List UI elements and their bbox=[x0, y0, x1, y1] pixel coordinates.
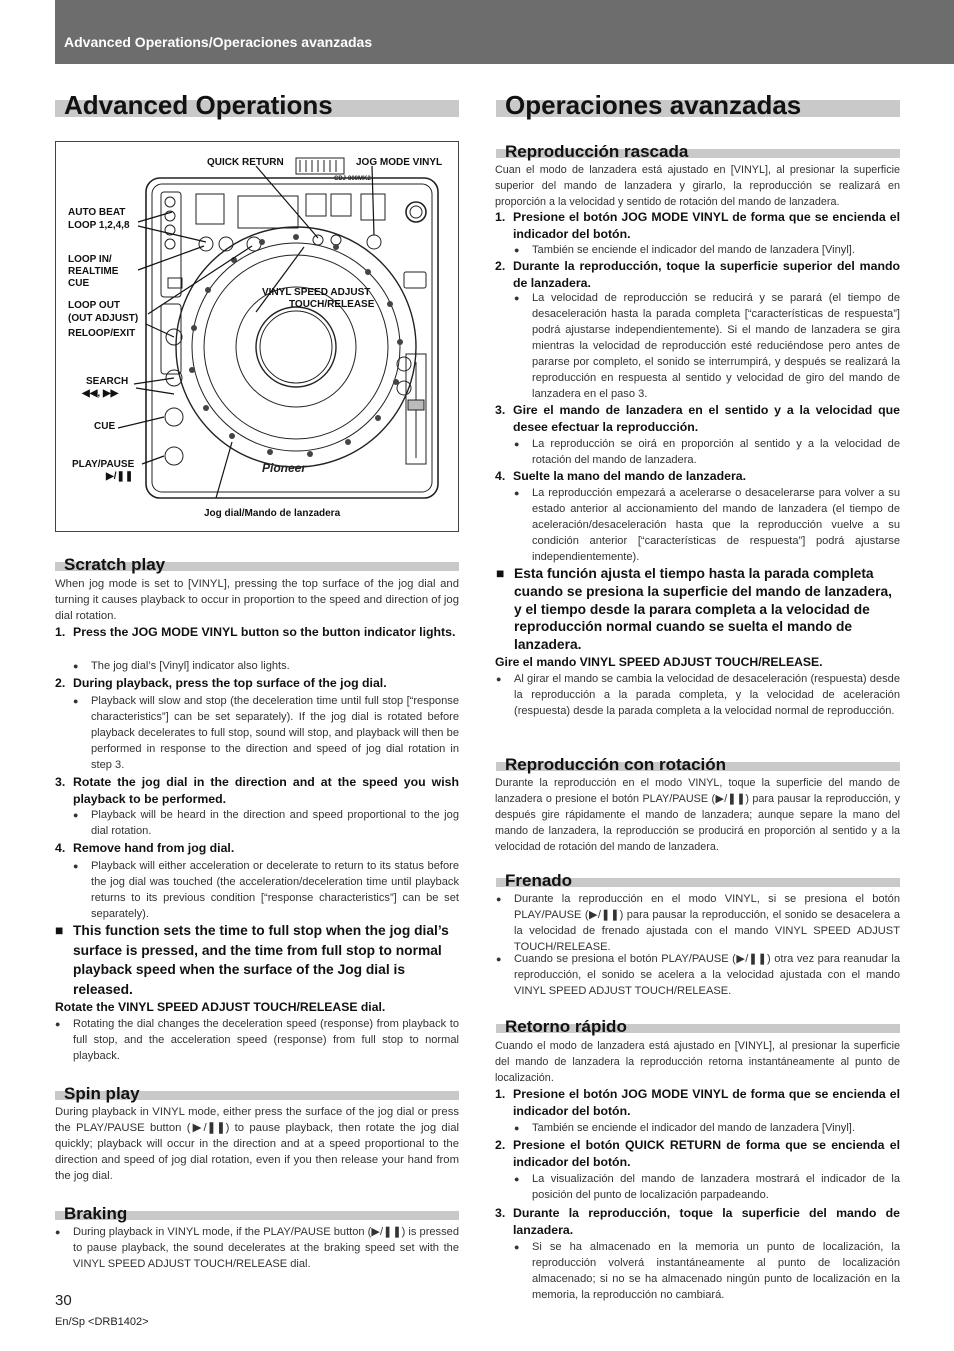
spin-text: During playback in VINYL mode, either press the surface of the jog dial or press the PLAY/PAUSE button (▶/❚❚) to pause playback, then rotate the jog dial quickly; playback will occur in the direction and at a speed proportional to the direction and speed of jog dial rotation, even if you then release your hand from the jog dial. bbox=[55, 1106, 459, 1182]
square-bullet-icon: ■ bbox=[496, 566, 505, 581]
step-number: 2. bbox=[495, 1138, 506, 1152]
step-text: During playback, press the top surface of the jog dial. bbox=[73, 676, 387, 690]
step-number: 4. bbox=[495, 469, 506, 483]
scratch-bullet-5: ● Rotating the dial changes the deceleration speed (response) from playback to full stop, and the acceleration speed (response) from full stop to normal playback. bbox=[73, 1016, 459, 1064]
retorno-step-3 bbox=[495, 1205, 900, 1239]
label-auto-beat: AUTO BEAT bbox=[68, 207, 126, 218]
rascada-step-2 bbox=[495, 258, 900, 292]
rascada-intro: Cuan el modo de lanzadera está ajustado en [VINYL], al presionar la superficie superior del mando de lanzadera y girarlo, la reproducción se realizará en proporción a la velocidad y sentido de rotación del mando de lanzadera. bbox=[495, 164, 900, 208]
frenado-bullet-2: ● Cuando se presiona el botón PLAY/PAUSE (▶/❚❚) otra vez para reanudar la reproducción, el sonido se acelera a la velocidad ajustada con el mando VINYL SPEED ADJUST TOUCH/RELEASE. bbox=[514, 951, 900, 999]
braking-heading-text: Braking bbox=[64, 1204, 128, 1223]
step-number: 1. bbox=[55, 625, 66, 639]
step-text: Presione el botón JOG MODE VINYL de forma que se encienda el indicador del botón. bbox=[513, 210, 900, 241]
rascada-step-3 bbox=[495, 402, 900, 436]
scratch-heading bbox=[55, 555, 459, 574]
rotacion-heading bbox=[496, 755, 900, 774]
label-play-pause: PLAY/PAUSE bbox=[72, 459, 135, 470]
step-text: Durante la reproducción, toque la superficie del mando de lanzadera. bbox=[513, 1206, 900, 1237]
scratch-step-2 bbox=[55, 675, 459, 692]
label-search: SEARCH bbox=[86, 376, 129, 387]
label-jog-dial: Jog dial/Mando de lanzadera bbox=[204, 508, 341, 519]
scratch-box-note bbox=[55, 921, 459, 999]
step-number: 3. bbox=[495, 1206, 506, 1220]
label-vinyl-speed: VINYL SPEED ADJUST bbox=[262, 287, 371, 298]
step-number: 1. bbox=[495, 210, 506, 224]
scratch-bullet-2: ● Playback will slow and stop (the deceleration time until full stop [“response characteristics”] can be set separately). If the jog dial is rotated before playback decelerates to full stop, sound will stop, and playback will then be performed in response to the direction and speed of jog dial rotation in step 3. bbox=[91, 693, 459, 773]
square-bullet-icon: ■ bbox=[55, 923, 64, 938]
scratch-step-3 bbox=[55, 774, 459, 808]
label-cue-1: CUE bbox=[68, 278, 90, 289]
rascada-bullet-3: ● La reproducción se oirá en proporción al sentido y a la velocidad de rotación del mando de lanzadera. bbox=[532, 436, 900, 468]
braking-bullet: ● During playback in VINYL mode, if the PLAY/PAUSE button (▶/❚❚) is pressed to pause playback, the sound decelerates at the braking speed set with the VINYL SPEED ADJUST TOUCH/RELEASE dial. bbox=[73, 1224, 459, 1272]
label-jog-mode-vinyl: JOG MODE VINYL bbox=[356, 157, 443, 168]
label-touch-release: TOUCH/RELEASE bbox=[289, 299, 375, 310]
step-text: Remove hand from jog dial. bbox=[73, 841, 235, 855]
rascada-heading bbox=[496, 142, 900, 161]
rascada-bullet-2: ● La velocidad de reproducción se reducirá y se parará (el tiempo de desaceleración hasta la parada completa [“características de respuesta”] podrá ajustarse independientemente). Si el mando de lanzadera se gira mientras la velocidad de reproducción esté reduciéndose pero antes de pararse por completo, el sonido se interrumpirá, y después se realizará la reproducción en respuesta al sentido y velocidad de giro del mando de lanzadera en el paso 3. bbox=[532, 290, 900, 402]
spin-heading-text: Spin play bbox=[64, 1084, 140, 1103]
retorno-heading bbox=[496, 1017, 900, 1036]
step-text: Presione el botón JOG MODE VINYL de forma que se encienda el indicador del botón. bbox=[513, 1087, 900, 1118]
rascada-subheading: Gire el mando VINYL SPEED ADJUST TOUCH/RELEASE. bbox=[495, 655, 823, 669]
rascada-step-1 bbox=[495, 209, 900, 243]
step-text: Rotate the jog dial in the direction and at the speed you wish playback to be performed. bbox=[73, 775, 459, 806]
document-code: En/Sp <DRB1402> bbox=[55, 1316, 149, 1328]
scratch-bullet-4: ● Playback will either acceleration or decelerate to return to its status before the jog dial was touched (the acceleration/deceleration time until playback returns to its previous condition [“response characteristics”] can be set separately). bbox=[91, 858, 459, 922]
label-loop-out: LOOP OUT bbox=[68, 300, 121, 311]
model-logo: CDJ-800MK2 bbox=[334, 176, 371, 182]
label-realtime: REALTIME bbox=[68, 266, 119, 277]
step-text: Press the JOG MODE VINYL button so the button indicator lights. bbox=[73, 625, 456, 639]
step-text: Presione el botón QUICK RETURN de forma que se encienda el indicador del botón. bbox=[513, 1138, 900, 1169]
page-header bbox=[55, 0, 954, 64]
scratch-subheading: Rotate the VINYL SPEED ADJUST TOUCH/RELEASE dial. bbox=[55, 1000, 386, 1014]
step-number: 4. bbox=[55, 841, 66, 855]
scratch-step-4 bbox=[55, 840, 459, 857]
step-number: 1. bbox=[495, 1087, 506, 1101]
scratch-intro: When jog mode is set to [VINYL], pressing the top surface of the jog dial and turning it causes playback to occur in proportion to the speed and direction of jog dial rotation. bbox=[55, 578, 459, 622]
retorno-step-1 bbox=[495, 1086, 900, 1120]
label-play-symbol: ▶/❚❚ bbox=[106, 471, 134, 482]
label-quick-return: QUICK RETURN bbox=[207, 157, 284, 168]
rascada-bullet-4: ● La reproducción empezará a acelerarse o desacelerarse para volver a su estado anterior al accionamiento del mando de lanzadera (el tiempo de aceleración/desaceleración hasta que la reproducción vuelve a su condición anterior [“características de respuesta”] podrá ajustarse independientemente). bbox=[532, 485, 900, 565]
rascada-bullet-5: ● Al girar el mando se cambia la velocidad de desaceleración (respuesta) desde la reproducción a la parada completa, y la velocidad de aceleración (respuesta) desde la parada completa a la velocidad normal de reproducción. bbox=[514, 671, 900, 719]
header-text: Advanced Operations/Operaciones avanzadas bbox=[64, 34, 373, 50]
frenado-heading bbox=[496, 871, 900, 890]
step-text: Durante la reproducción, toque la superficie superior del mando de lanzadera. bbox=[513, 259, 900, 290]
scratch-bullet-1: ● The jog dial’s [Vinyl] indicator also lights. bbox=[91, 658, 459, 674]
step-number: 3. bbox=[495, 403, 506, 417]
frenado-bullet-1: ● Durante la reproducción en el modo VINYL, si se presiona el botón PLAY/PAUSE (▶/❚❚) para pausar la reproducción, el sonido se desacelera a la velocidad de frenado ajustada con el mando VINYL SPEED ADJUST TOUCH/RELEASE. bbox=[514, 891, 900, 955]
box-note-text: This function sets the time to full stop when the jog dial’s surface is pressed, and the time from full stop to normal playback speed when the surface of the Jog dial is released. bbox=[73, 923, 449, 997]
rascada-heading-text: Reproducción rascada bbox=[505, 142, 689, 161]
label-search-arrows: ◀◀, ▶▶ bbox=[82, 388, 119, 399]
right-title-text: Operaciones avanzadas bbox=[505, 90, 802, 120]
step-text: Gire el mando de lanzadera en el sentido y a la velocidad que desee efectuar la reproducción. bbox=[513, 403, 900, 434]
rotacion-heading-text: Reproducción con rotación bbox=[505, 755, 727, 774]
scratch-bullet-3: ● Playback will be heard in the direction and speed proportional to the jog dial rotation. bbox=[91, 807, 459, 839]
braking-heading bbox=[55, 1204, 459, 1223]
label-reloop: RELOOP/EXIT bbox=[68, 328, 136, 339]
frenado-heading-text: Frenado bbox=[505, 871, 573, 890]
left-main-title bbox=[55, 90, 459, 120]
step-text: Suelte la mano del mando de lanzadera. bbox=[513, 469, 747, 483]
cdj-figure bbox=[55, 141, 459, 532]
retorno-bullet-3: ● Si se ha almacenado en la memoria un punto de localización, la reproducción volverá instantáneamente al punto de localización almacenado; si no se ha almacenado ningún punto de localización en la memoria, la reproducción no cambiará. bbox=[532, 1239, 900, 1303]
rotacion-text: Durante la reproducción en el modo VINYL, toque la superficie del mando de lanzadera o presione el botón PLAY/PAUSE (▶/❚❚) para pausar la reproducción, y después gire rápidamente el mando de lanzadera; aunque separe la mano del mando de lanzadera, la reproducción se producirá en proporción al sentido y a la velocidad de rotación del mando de lanzadera. bbox=[495, 777, 900, 853]
rascada-box-note bbox=[496, 565, 900, 654]
step-number: 2. bbox=[55, 676, 66, 690]
retorno-step-2 bbox=[495, 1137, 900, 1171]
scratch-step-1 bbox=[55, 624, 459, 641]
label-cue-2: CUE bbox=[94, 421, 116, 432]
label-loop-in: LOOP IN/ bbox=[68, 254, 112, 265]
page-number: 30 bbox=[55, 1292, 72, 1309]
brand-logo: Pioneer bbox=[262, 461, 307, 475]
right-main-title bbox=[496, 90, 900, 120]
step-number: 2. bbox=[495, 259, 506, 273]
rascada-step-4 bbox=[495, 468, 900, 485]
retorno-bullet-1: ● También se enciende el indicador del mando de lanzadera [Vinyl]. bbox=[532, 1120, 900, 1136]
label-loop-1248: LOOP 1,2,4,8 bbox=[68, 220, 130, 231]
left-title-text: Advanced Operations bbox=[64, 90, 333, 120]
retorno-intro: Cuando el modo de lanzadera está ajustado en [VINYL], al presionar la superficie del mando de lanzadera la reproducción retorna instantáneamente al punto de localización. bbox=[495, 1040, 900, 1084]
step-number: 3. bbox=[55, 775, 66, 789]
rascada-bullet-1: ● También se enciende el indicador del mando de lanzadera [Vinyl]. bbox=[532, 242, 900, 258]
spin-heading bbox=[55, 1084, 459, 1103]
retorno-bullet-2: ● La visualización del mando de lanzadera mostrará el indicador de la posición del punto de localización parpadeando. bbox=[532, 1171, 900, 1203]
retorno-heading-text: Retorno rápido bbox=[505, 1017, 627, 1036]
label-out-adjust: (OUT ADJUST) bbox=[68, 313, 139, 324]
scratch-heading-text: Scratch play bbox=[64, 555, 166, 574]
box-note-text: Esta función ajusta el tiempo hasta la parada completa cuando se presiona la superficie del mando de lanzadera, y el tiempo desde la parara completa a la velocidad de reproducción normal cuando se suelta el mando de lanzadera. bbox=[514, 566, 892, 653]
